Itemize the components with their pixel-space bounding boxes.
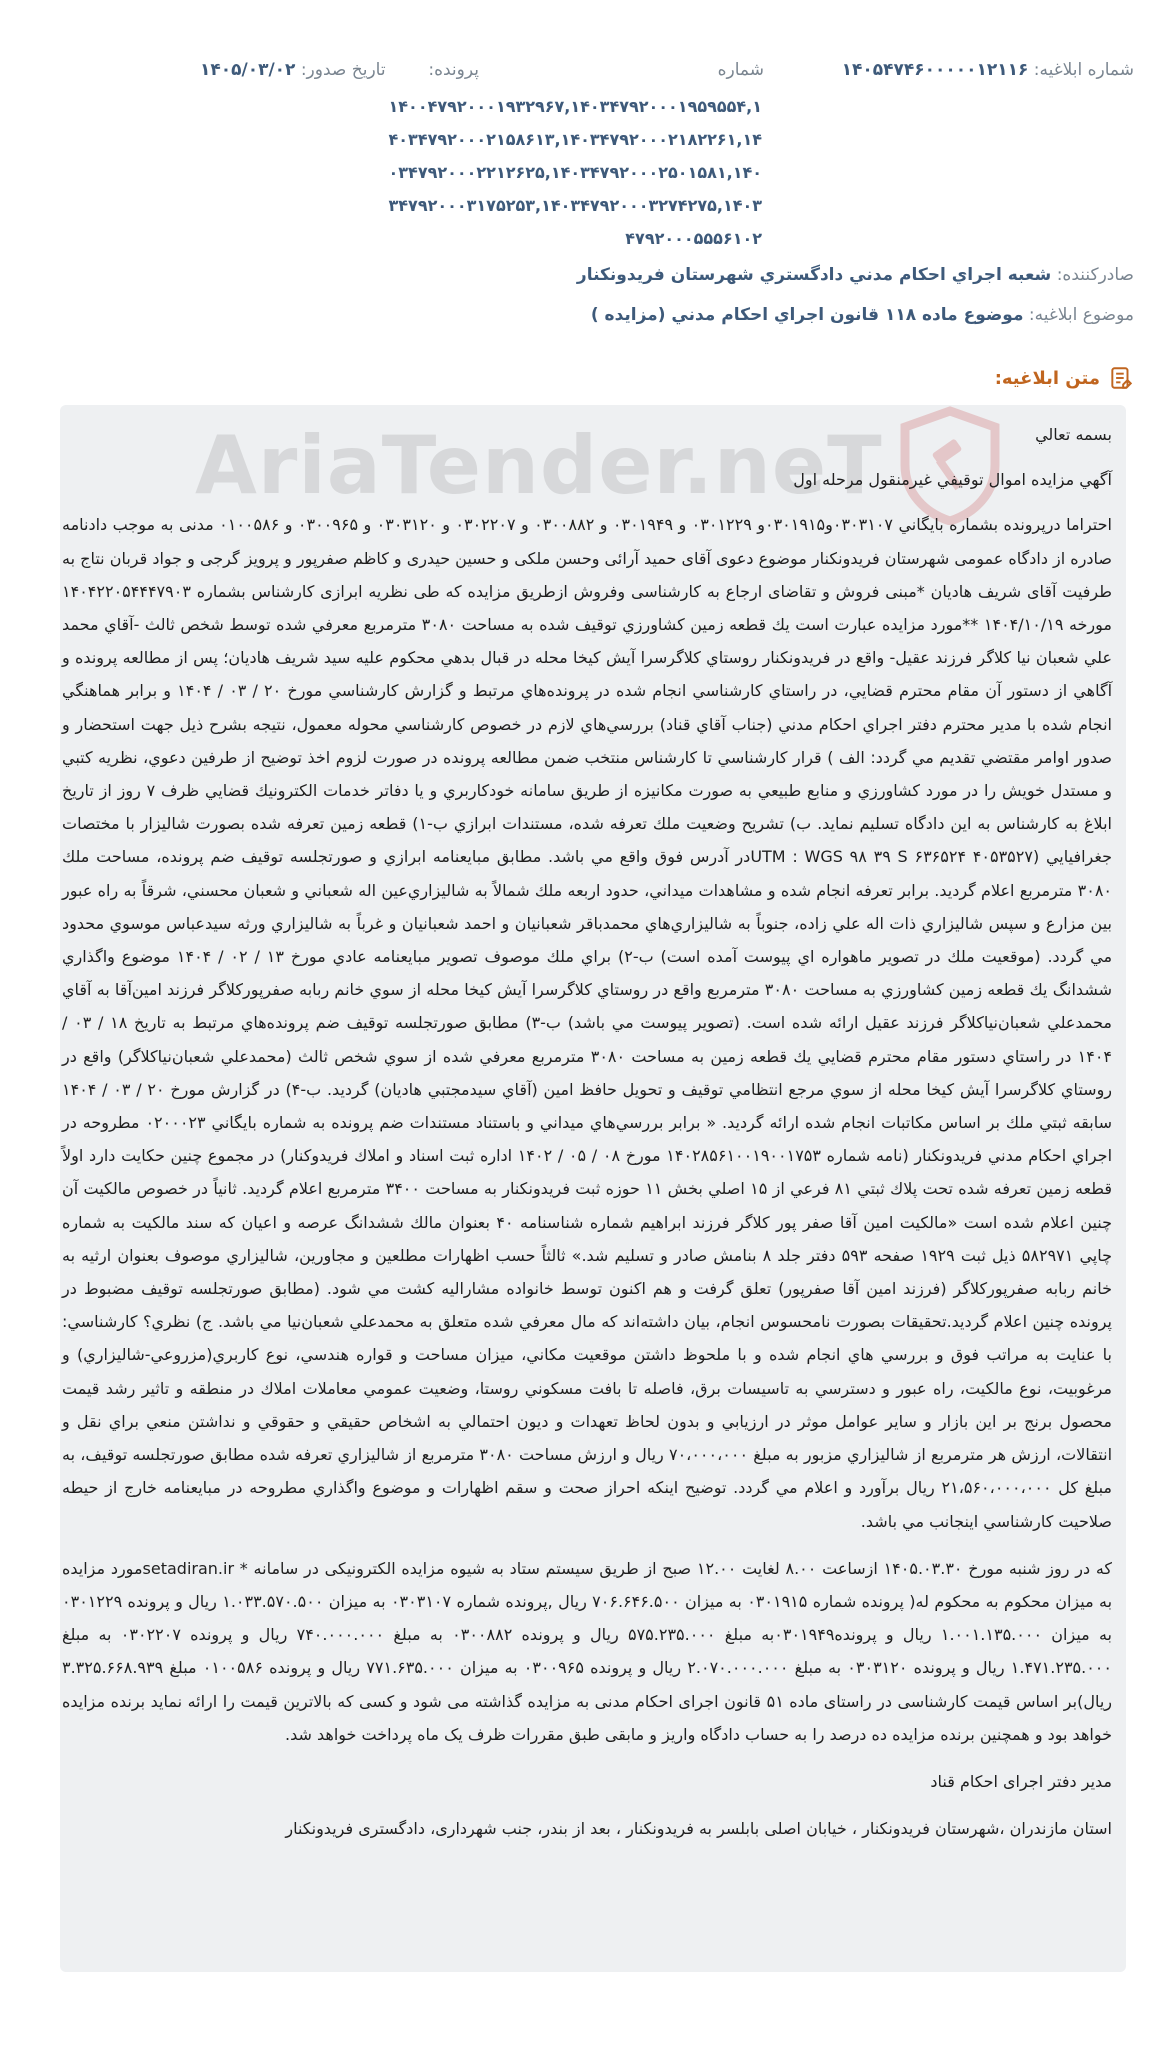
notice-number bbox=[842, 60, 1134, 80]
body-address: استان مازندران ،شهرستان فریدونکنار ، خیابان اصلی بابلسر به فریدونکنار ، بعد از بندر، جنب شهرداری، دادگستری فریدونکنار bbox=[285, 1819, 1112, 1839]
subject-value: موضوع ماده ۱۱۸ قانون اجراي احکام مدني (مزايده ) bbox=[590, 305, 1024, 325]
body-auction-paragraph: که در روز شنبه مورخ ۱۴۰۵.۰۳.۳۰ ازساعت ۸.۰۰ لغایت ۱۲.۰۰ صبح از طریق سیستم ستاد به شیوه مزایده الکترونیکی در سامانه * setadiran.irمورد مزایده به میزان محکوم به محکوم له( پرونده شماره ۰۳۰۱۹۱۵ به میزان ۷۰۶.۶۴۶.۵۰۰ ریال ,پرونده شماره ۰۳۰۳۱۰۷ به میزان ۱.۰۳۳.۵۷۰.۵۰۰ ریال و پرونده ۰۳۰۱۲۲۹ به میزان ۱.۰۰۱.۱۳۵.۰۰۰ ریال و پرونده۰۳۰۱۹۴۹به مبلغ ۵۷۵.۲۳۵.۰۰۰ ریال و پرونده ۰۳۰۰۸۸۲ به مبلغ ۷۴۰.۰۰۰.۰۰۰ ریال و پرونده ۰۳۰۲۲۰۷ به مبلغ ۱.۴۷۱.۲۳۵.۰۰۰ ریال و پرونده ۰۳۰۳۱۲۰ به مبلغ ۲.۰۷۰.۰۰۰.۰۰۰ ریال و پرونده ۰۳۰۰۹۶۵ به میزان ۷۷۱.۶۳۵.۰۰۰ ریال و پرونده ۰۱۰۰۵۸۶ مبلغ ۳.۳۲۵.۶۶۸.۹۳۹ ریال)بر اساس قیمت کارشناسی در راستای ماده ۵۱ قانون اجرای احکام مدنی به مزایده گذاشته می شود و کسی که بالاترین قیمت را ارائه نماید برنده مزایده خواهد بود و همچنین برنده مزایده ده درصد را به حساب دادگاه واریز و مابقی طبق مقررات ظرف یک ماه پرداخت خواهد شد. bbox=[62, 1558, 1113, 1744]
notice-body bbox=[62, 418, 1112, 1845]
case-numbers: ۱۴۰۰۴۷۹۲۰۰۰۱۹۳۲۹۶۷,۱۴۰۳۴۷۹۲۰۰۰۱۹۵۹۵۵۴,۱۴۰۳۴۷۹۲۰۰۰۲۱۵۸۶۱۳,۱۴۰۳۴۷۹۲۰۰۰۲۱۸۲۲۶۱,۱۴۰۳۴۷۹۲۰۰۰۲۲۱۲۶۲۵,۱۴۰۳۴۷۹۲۰۰۰۲۵۰۱۵۸۱,۱۴۰۳۴۷۹۲۰۰۰۳۱۷۵۲۵۳,۱۴۰۳۴۷۹۲۰۰۰۳۲۷۴۲۷۵,۱۴۰۳۴۷۹۲۰۰۰۵۵۵۶۱۰۲ bbox=[388, 97, 762, 248]
case-label bbox=[718, 60, 764, 80]
issue-date-label: تاريخ صدور: bbox=[300, 60, 386, 80]
body-salutation: بسمه تعالي bbox=[1035, 425, 1112, 444]
body-signature: مدیر دفتر اجرای احکام قناد bbox=[930, 1771, 1112, 1791]
file-label: پرونده: bbox=[428, 60, 479, 80]
issuer-value: شعبه اجراي احکام مدني دادگستري شهرستان فريدونکنار bbox=[576, 265, 1052, 285]
notice-number-label: شماره ابلاغيه: bbox=[1033, 60, 1134, 80]
notice-text-heading-label: متن ابلاغيه: bbox=[994, 367, 1100, 389]
file-and-date bbox=[200, 60, 479, 80]
issue-date-value: ۱۴۰۵/۰۳/۰۲ bbox=[199, 60, 296, 80]
watermark-text: AriaTender.neT bbox=[195, 418, 883, 512]
subject-label: موضوع ابلاغيه: bbox=[1028, 305, 1134, 325]
issuer-label: صادرکننده: bbox=[1056, 265, 1134, 285]
document-icon bbox=[1108, 365, 1134, 391]
body-title: آگهي مزايده اموال توقيفي غيرمنقول مرحله اول bbox=[793, 470, 1112, 490]
notice-number-value: ۱۴۰۵۴۷۴۶۰۰۰۰۰۱۲۱۱۶ bbox=[841, 60, 1029, 80]
body-main-paragraph: احتراما درپرونده بشماره بايگاني ۰۳۰۳۱۰۷و۰۳۰۱۹۱۵و ۰۳۰۱۲۲۹ و ۰۳۰۱۹۴۹ و ۰۳۰۰۸۸۲ و ۰۳۰۲۲۰۷ و ۰۳۰۳۱۲۰ و ۰۳۰۰۹۶۵ و ۰۱۰۰۵۸۶ مدنی به موجب دادنامه صادره از دادگاه عمومی شهرستان فریدونکنار موضوع دعوی آقای حمید آرائی وحسن ملکی و حسین حیدری و کاظم صفرپور و پرویز گرجی و جواد قربان نتاج به طرفیت آقای شریف هادیان *مبنی فروش و تقاضای ارجاع به کارشناسی وفروش ازطریق مزایده که طی نظریه ابرازی کارشناس بشماره ۱۴۰۴۲۲۰۵۴۴۴۷۹۰۳ مورخه ۱۴۰۴/۱۰/۱۹ **مورد مزايده عبارت است يك قطعه زمين کشاورزي توقيف شده به مساحت ۳۰۸۰ مترمربع معرفي شده توسط شخص ثالث -آقاي محمد علي شعبان نيا کلاگر فرزند عقيل- واقع در فريدونکنار روستاي کلاگرسرا آيش کيخا محله در قبال بدهي محکوم عليه سيد شريف هاديان؛ پس از مطالعه پرونده و آگاهي از دستور آن مقام محترم قضايي، در راستاي کارشناسي انجام شده در پرونده‌هاي مرتبط و گزارش کارشناسي مورخ ۲۰ / ۰۳ / ۱۴۰۴ و برابر هماهنگي انجام شده با مدير محترم دفتر اجراي احکام مدني (جناب آقاي قناد) بررسي‌هاي لازم در خصوص کارشناسي محوله معمول، نتيجه بشرح ذيل جهت استحضار و صدور اوامر مقتضي تقديم مي گردد: الف ) قرار کارشناسي تا کارشناس منتخب ضمن مطالعه پرونده در صورت لزوم اخذ توضيح از طرفين دعوي، نظريه کتبي و مستدل خويش را در مورد کشاورزي و منابع طبيعي به صورت مکانيزه از طريق سامانه خودکاربري و يا دفاتر خدمات الکترونيك قضايي ظرف ۷ روز از تاريخ ابلاغ به کارشناس به اين دادگاه تسليم نمايد. ب) تشريح وضعيت ملك تعرفه شده، مستندات ابرازي ب-۱) قطعه زمين تعرفه شده بصورت شاليزار با مختصات جغرافيايي (UTM : WGS ۹۸ ۳۹ S ۶۳۶۵۲۴ ۴۰۵۳۵۲۷در آدرس فوق واقع مي باشد. مطابق مبايعنامه ابرازي و صورتجلسه توقيف ضم پرونده، مساحت ملك ۳۰۸۰ مترمربع اعلام گرديد. برابر تعرفه انجام شده و مشاهدات ميداني، حدود اربعه ملك شمالاً به شاليزاري‌عين اله شعباني و شعبان محسني، شرقاً به راه عبور بين مزارع و سپس شاليزاري ذات اله علي زاده، جنوباً به شاليزاري‌هاي محمدباقر شعبانيان و احمد شعبانيان و غرباً به شاليزاري ورثه سيدعباس موسوي محدود مي گردد. (موقعيت ملك در تصوير ماهواره اي پيوست آمده است) ب-۲) براي ملك موصوف تصوير مبايعنامه عادي مورخ ۱۳ / ۰۲ / ۱۴۰۴ موضوع واگذاري ششدانگ يك قطعه زمين کشاورزي به مساحت ۳۰۸۰ مترمربع واقع در روستاي کلاگرسرا آيش کيخا محله از سوي خانم ربابه صفرپورکلاگر فرزند امين‌آقا به آقاي محمدعلي شعبان‌نياکلاگر فرزند عقيل ارائه شده است. (تصوير پيوست مي باشد) ب-۳) مطابق صورتجلسه توقيف ضم پرونده‌هاي مرتبط به تاريخ ۱۸ / ۰۳ / ۱۴۰۴ در راستاي دستور مقام محترم قضايي يك قطعه زمين به مساحت ۳۰۸۰ مترمربع معرفي شده از سوي شخص ثالث (محمدعلي شعبان‌نياکلاگر) واقع در روستاي کلاگرسرا آيش کيخا محله از سوي مرجع انتظامي توقيف و تحويل حافظ امين (آقاي سيدمجتبي هاديان) گرديد. ب-۴) در گزارش مورخ ۲۰ / ۰۳ / ۱۴۰۴ سابقه ثبتي ملك بر اساس مکاتبات انجام شده ارائه گرديد. « برابر بررسي‌هاي ميداني و باستناد مستندات ضم پرونده به شماره بايگاني ۰۲۰۰۰۲۳ مطروحه در اجراي احکام مدني فريدونکنار (نامه شماره ۱۴۰۲۸۵۶۱۰۰۱۹۰۰۱۷۵۳ مورخ ۰۸ / ۰۵ / ۱۴۰۲ اداره ثبت اسناد و املاك فريدوکنار) در مجموع چنين حکايت دارد اولاً قطعه زمين تعرفه شده تحت پلاك ثبتي ۸۱ فرعي از ۱۵ اصلي بخش ۱۱ حوزه ثبت فريدونکنار به مساحت ۳۴۰۰ مترمربع اعلام گرديد. ثانياً در خصوص مالکيت آن چنين اعلام شده است «مالکيت امين آقا صفر پور کلاگر فرزند ابراهيم شماره شناسنامه ۴۰ بعنوان مالك ششدانگ عرصه و اعيان که سند مالکيت به شماره چاپي ۵۸۲۹۷۱ ذيل ثبت ۱۹۲۹ صفحه ۵۹۳ دفتر جلد ۸ بنامش صادر و تسليم شد.» ثالثاً حسب اظهارات مطلعين و مجاورين، شاليزاري موصوف بعنوان ارثيه به خانم ربابه صفرپورکلاگر (فرزند امين آقا صفرپور) تعلق گرفت و هم اکنون توسط خانواده مشاراليه کشت مي شود. (مطابق صورتجلسه توقيف مضبوط در پرونده چنين اعلام گرديد.تحقيقات بصورت نامحسوس انجام، بيان داشته‌اند که مال معرفي شده متعلق به محمدعلي شعبان‌نيا مي باشد. ج) نظري؟ کارشناسي: با عنايت به مراتب فوق و بررسي هاي انجام شده و با ملحوظ داشتن موقعيت مکاني، ميزان مساحت و قواره هندسي، نوع کاربري(مزروعي-شاليزاري) و مرغوبيت، نوع مالکيت، راه عبور و دسترسي به تاسيسات برق، فاصله تا بافت مسکوني روستا، وضعيت عمومي معاملات املاك در منطقه و تاثير رشد قيمت محصول برنج بر اين بازار و ساير عوامل موثر در ارزيابي و بدون لحاظ تعهدات و ديون احتمالي به اشخاص حقيقي و حقوقي و نداشتن منعي براي نقل و انتقالات، ارزش هر مترمربع از شاليزاري مزبور به مبلغ ۷۰،۰۰۰،۰۰۰ ريال و ارزش مساحت ۳۰۸۰ مترمربع از شاليزاري تعرفه شده مطابق صورتجلسه توقيف، به مبلغ کل ۲۱،۵۶۰،۰۰۰،۰۰۰ ريال برآورد و اعلام مي گردد. توضيح اينکه احراز صحت و سقم اظهارات و موضوع واگذاري مطروحه در مبايعنامه خارج از حيطه صلاحيت کارشناسي اينجانب مي باشد. bbox=[62, 515, 1113, 1531]
issuer-line bbox=[577, 265, 1134, 285]
subject-line bbox=[591, 305, 1134, 325]
notice-text-heading bbox=[995, 365, 1134, 391]
case-label-text: شماره bbox=[717, 60, 764, 80]
